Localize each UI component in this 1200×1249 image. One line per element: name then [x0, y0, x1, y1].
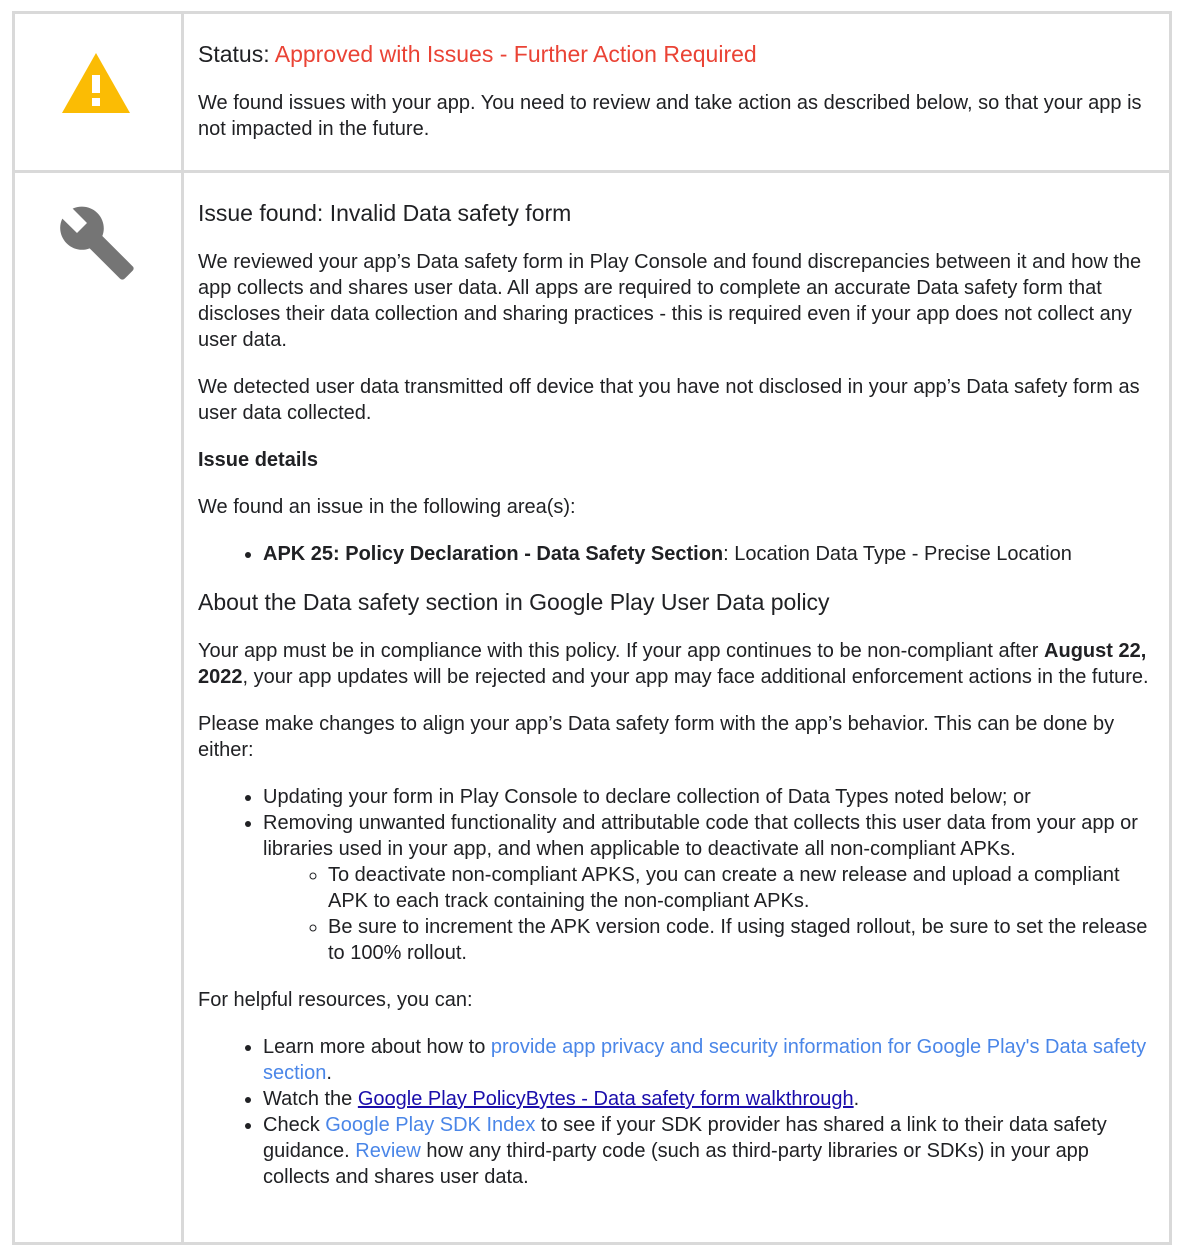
- issue-row: [15, 173, 1169, 1242]
- options-list: [198, 784, 1155, 966]
- list-item: • Updating your form in Play Console to declare collection of Data Types noted below; or: [263, 784, 1155, 810]
- resource-3-pre: Check: [263, 1114, 326, 1136]
- list-item: ◦ Be sure to increment the APK version code. If using staged rollout, be sure to set the release to 100% rollout.: [328, 914, 1155, 966]
- status-label: Status:: [198, 41, 270, 67]
- about-para-1-a: Your app must be in compliance with this policy. If your app continues to be non-compliant after: [198, 640, 1045, 662]
- list-item: [263, 1086, 1155, 1112]
- deadline-date: August 22, 2022: [198, 640, 1147, 688]
- resource-3-mid: to see if your SDK provider has shared a link to their data safety guidance.: [263, 1114, 1107, 1162]
- resource-1-pre: Learn more about how to: [263, 1036, 491, 1058]
- about-para-1: [198, 638, 1155, 690]
- detail-item-rest: : Location Data Type - Precise Location: [723, 543, 1072, 565]
- resources-list: [198, 1034, 1155, 1190]
- resource-2-pre: Watch the: [263, 1088, 358, 1110]
- privacy-info-link[interactable]: provide app privacy and security information for Google Play's Data safety section: [263, 1036, 1147, 1084]
- issue-details-list: [198, 541, 1155, 567]
- issue-content: [198, 197, 1155, 1190]
- issue-para-2: We detected user data transmitted off device that you have not disclosed in your app’s Data safety form as user data collected.: [198, 376, 1140, 424]
- resource-2-post: .: [853, 1088, 860, 1110]
- wrench-icon: [57, 203, 137, 283]
- list-item: [263, 1034, 1155, 1086]
- resource-3-post: how any third-party code (such as third-party libraries or SDKs) in your app collects and shares user data.: [263, 1140, 1089, 1188]
- sub-options-list: [263, 862, 1155, 966]
- status-value: Approved with Issues - Further Action Required: [274, 41, 757, 67]
- list-item: [263, 810, 1155, 966]
- sdk-index-link[interactable]: Google Play SDK Index: [325, 1114, 536, 1136]
- resources-intro: For helpful resources, you can:: [198, 989, 473, 1011]
- issue-details-intro: We found an issue in the following area(s):: [198, 496, 576, 518]
- issue-para-1: We reviewed your app’s Data safety form in Play Console and found discrepancies between it and how the app collects and shares user data. All apps are required to complete an accurate Data safety form that discloses their data collection and sharing practices - this is required even if your app does not collect any user data.: [198, 251, 1142, 351]
- status-content: [198, 38, 1155, 142]
- about-para-1-b: , your app updates will be rejected and your app may face additional enforcement actions in the future.: [242, 666, 1149, 688]
- policybytes-video-link[interactable]: Google Play PolicyBytes - Data safety form walkthrough: [357, 1088, 854, 1110]
- about-para-2: Please make changes to align your app’s Data safety form with the app’s behavior. This can be done by either:: [198, 713, 1115, 761]
- option-2-text: Removing unwanted functionality and attributable code that collects this user data from your app or libraries used in your app, and when applicable to deactivate all non-compliant APKs.: [263, 812, 1138, 860]
- status-line: [198, 38, 1155, 70]
- resource-1-post: .: [326, 1062, 332, 1084]
- issue-details-heading: Issue details: [198, 449, 319, 471]
- status-row: [15, 14, 1169, 173]
- list-item: [263, 1112, 1155, 1190]
- status-message: We found issues with your app. You need to review and take action as described below, so that your app is not impacted in the future.: [198, 92, 1142, 140]
- warning-icon: [60, 51, 132, 115]
- about-title: About the Data safety section in Google Play User Data policy: [198, 589, 830, 615]
- review-link[interactable]: Review: [355, 1140, 421, 1162]
- list-item: [263, 541, 1155, 567]
- detail-item-bold: APK 25: Policy Declaration - Data Safety Section: [263, 543, 724, 565]
- email-frame: [12, 11, 1172, 1245]
- status-icon-cell: [15, 14, 184, 170]
- issue-icon-cell: [15, 173, 184, 1242]
- list-item: ◦ To deactivate non-compliant APKS, you can create a new release and upload a compliant APK to each track containing the non-compliant APKs.: [328, 862, 1155, 914]
- issue-title: Issue found: Invalid Data safety form: [198, 200, 572, 226]
